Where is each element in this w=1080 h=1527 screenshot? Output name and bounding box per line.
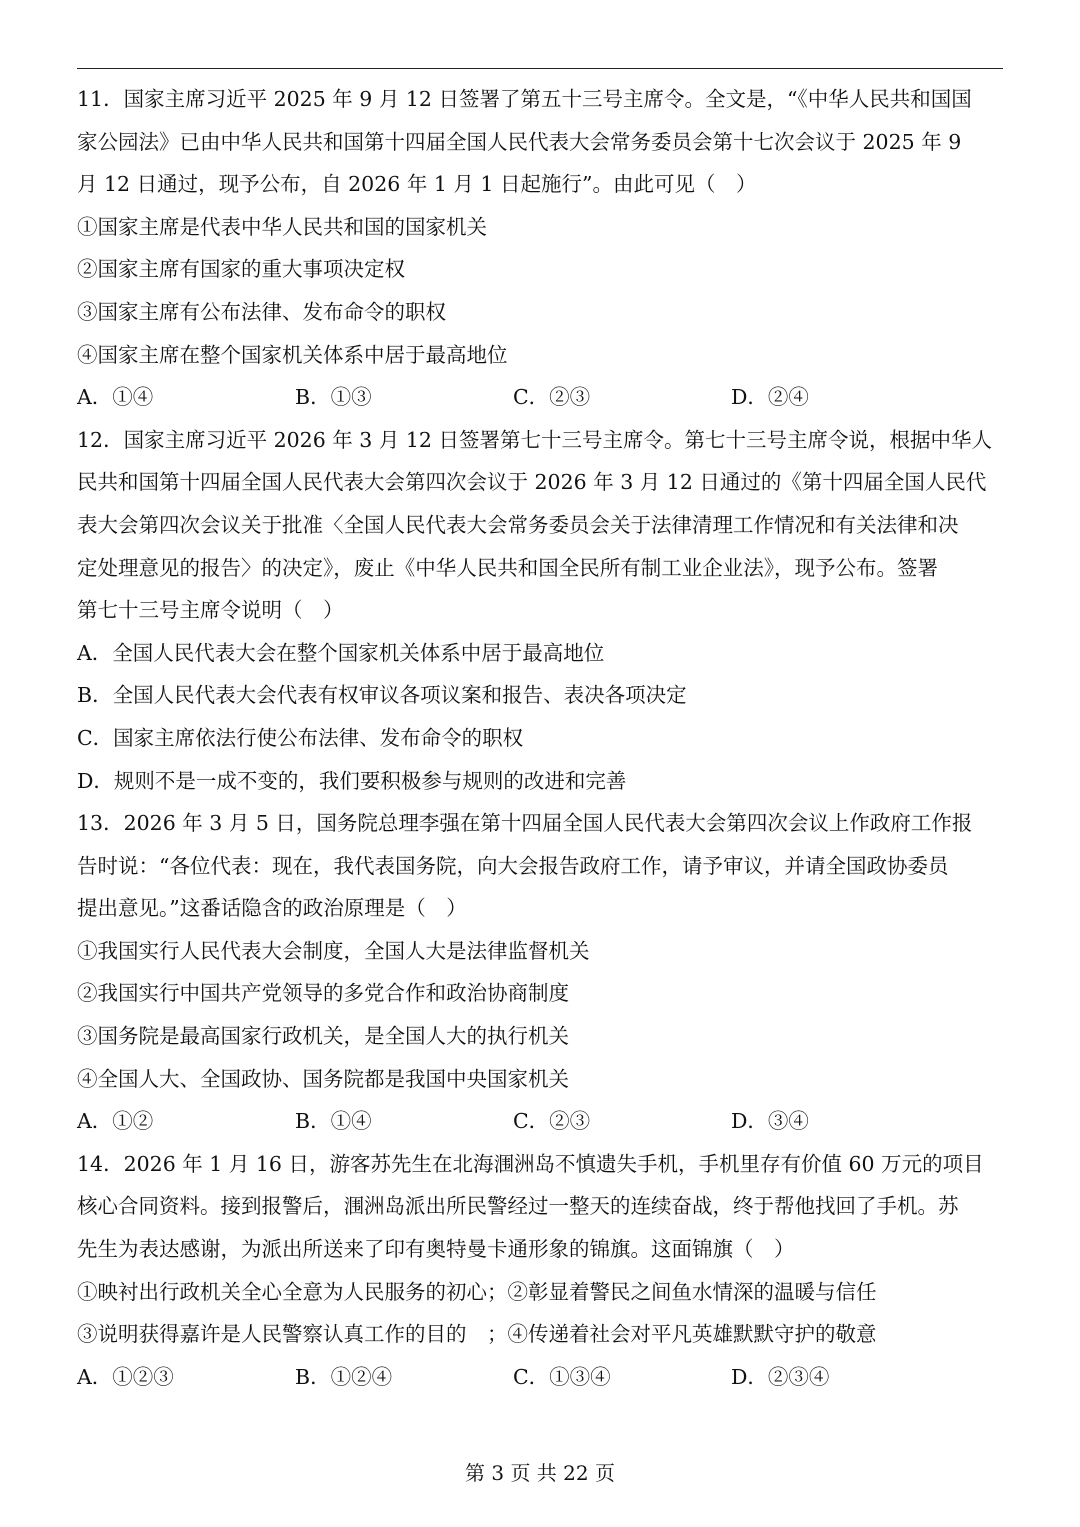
answer-options	[77, 1100, 1003, 1143]
question-stem-line: 第七十三号主席令说明（ ）	[77, 598, 344, 623]
statement-line: ③国务院是最高国家行政机关，是全国人大的执行机关	[77, 1024, 569, 1049]
question-11	[77, 78, 1003, 419]
statement-line: ③国家主席有公布法律、发布命令的职权	[77, 299, 446, 324]
question-stem-line: 月 12 日通过，现予公布，自 2026 年 1 月 1 日起施行”。由此可见（ ）	[77, 172, 757, 197]
answer-options	[77, 1356, 1003, 1399]
option-d: D．③④	[731, 1109, 809, 1134]
question-stem-line: 表大会第四次会议关于批准〈全国人民代表大会常务委员会关于法律清理工作情况和有关法律和决	[77, 512, 959, 537]
option-c: C．②③	[513, 385, 591, 410]
statement-line: ③说明获得嘉许是人民警察认真工作的目的 ；④传递着社会对平凡英雄默默守护的敬意	[77, 1322, 877, 1347]
question-stem-line: 12．国家主席习近平 2026 年 3 月 12 日签署第七十三号主席令。第七十三号主席令说，根据中华人	[77, 427, 992, 452]
option-a: A．①②	[77, 1109, 154, 1134]
option-b: B．①③	[295, 385, 372, 410]
question-list	[77, 78, 1003, 1398]
option-c: C．国家主席依法行使公布法律、发布命令的职权	[77, 725, 524, 750]
answer-options	[77, 376, 1003, 419]
question-stem-line: 民共和国第十四届全国人民代表大会第四次会议于 2026 年 3 月 12 日通过的《第十四届全国人民代	[77, 470, 987, 495]
option-b: B．全国人民代表大会代表有权审议各项议案和报告、表决各项决定	[77, 683, 687, 708]
statement-line: ①国家主席是代表中华人民共和国的国家机关	[77, 214, 487, 239]
statement-line: ②国家主席有国家的重大事项决定权	[77, 257, 405, 282]
question-stem-line: 定处理意见的报告〉的决定》，废止《中华人民共和国全民所有制工业企业法》，现予公布。签署	[77, 555, 938, 580]
option-d: D．规则不是一成不变的，我们要积极参与规则的改进和完善	[77, 768, 627, 793]
question-13	[77, 802, 1003, 1143]
question-stem-line: 核心合同资料。接到报警后，涠洲岛派出所民警经过一整天的连续奋战，终于帮他找回了手机。苏	[77, 1194, 959, 1219]
option-d: D．②③④	[731, 1364, 830, 1389]
option-b: B．①②④	[295, 1364, 393, 1389]
question-stem-line: 11．国家主席习近平 2025 年 9 月 12 日签署了第五十三号主席令。全文是，“《中华人民共和国国	[77, 87, 972, 111]
statement-line: ④全国人大、全国政协、国务院都是我国中央国家机关	[77, 1066, 569, 1091]
option-d: D．②④	[731, 385, 809, 410]
statement-line: ②我国实行中国共产党领导的多党合作和政治协商制度	[77, 981, 569, 1006]
question-12	[77, 419, 1003, 802]
option-a: A．①④	[77, 385, 154, 410]
question-stem-line: 提出意见。”这番话隐含的政治原理是（ ）	[77, 896, 467, 921]
option-a: A．①②③	[77, 1364, 174, 1389]
header-rule	[77, 68, 1003, 69]
question-stem-line: 告时说：“各位代表：现在，我代表国务院，向大会报告政府工作，请予审议，并请全国政协委员	[77, 853, 949, 878]
page-number: 第 3 页 共 22 页	[465, 1461, 615, 1485]
option-b: B．①④	[295, 1109, 372, 1134]
question-stem-line: 家公园法》已由中华人民共和国第十四届全国人民代表大会常务委员会第十七次会议于 2025 年 9	[77, 129, 962, 154]
question-14	[77, 1143, 1003, 1399]
question-stem-line: 13．2026 年 3 月 5 日，国务院总理李强在第十四届全国人民代表大会第四次会议上作政府工作报	[77, 811, 973, 836]
option-c: C．①③④	[513, 1364, 611, 1389]
statement-line: ①映衬出行政机关全心全意为人民服务的初心；②彰显着警民之间鱼水情深的温暖与信任	[77, 1279, 877, 1304]
question-stem-line: 先生为表达感谢，为派出所送来了印有奥特曼卡通形象的锦旗。这面锦旗（ ）	[77, 1237, 795, 1262]
option-c: C．②③	[513, 1109, 591, 1134]
statement-line: ①我国实行人民代表大会制度，全国人大是法律监督机关	[77, 938, 590, 963]
statement-line: ④国家主席在整个国家机关体系中居于最高地位	[77, 342, 508, 367]
option-a: A．全国人民代表大会在整个国家机关体系中居于最高地位	[77, 640, 605, 665]
question-stem-line: 14．2026 年 1 月 16 日，游客苏先生在北海涠洲岛不慎遗失手机，手机里存有价值 60 万元的项目	[77, 1151, 984, 1176]
